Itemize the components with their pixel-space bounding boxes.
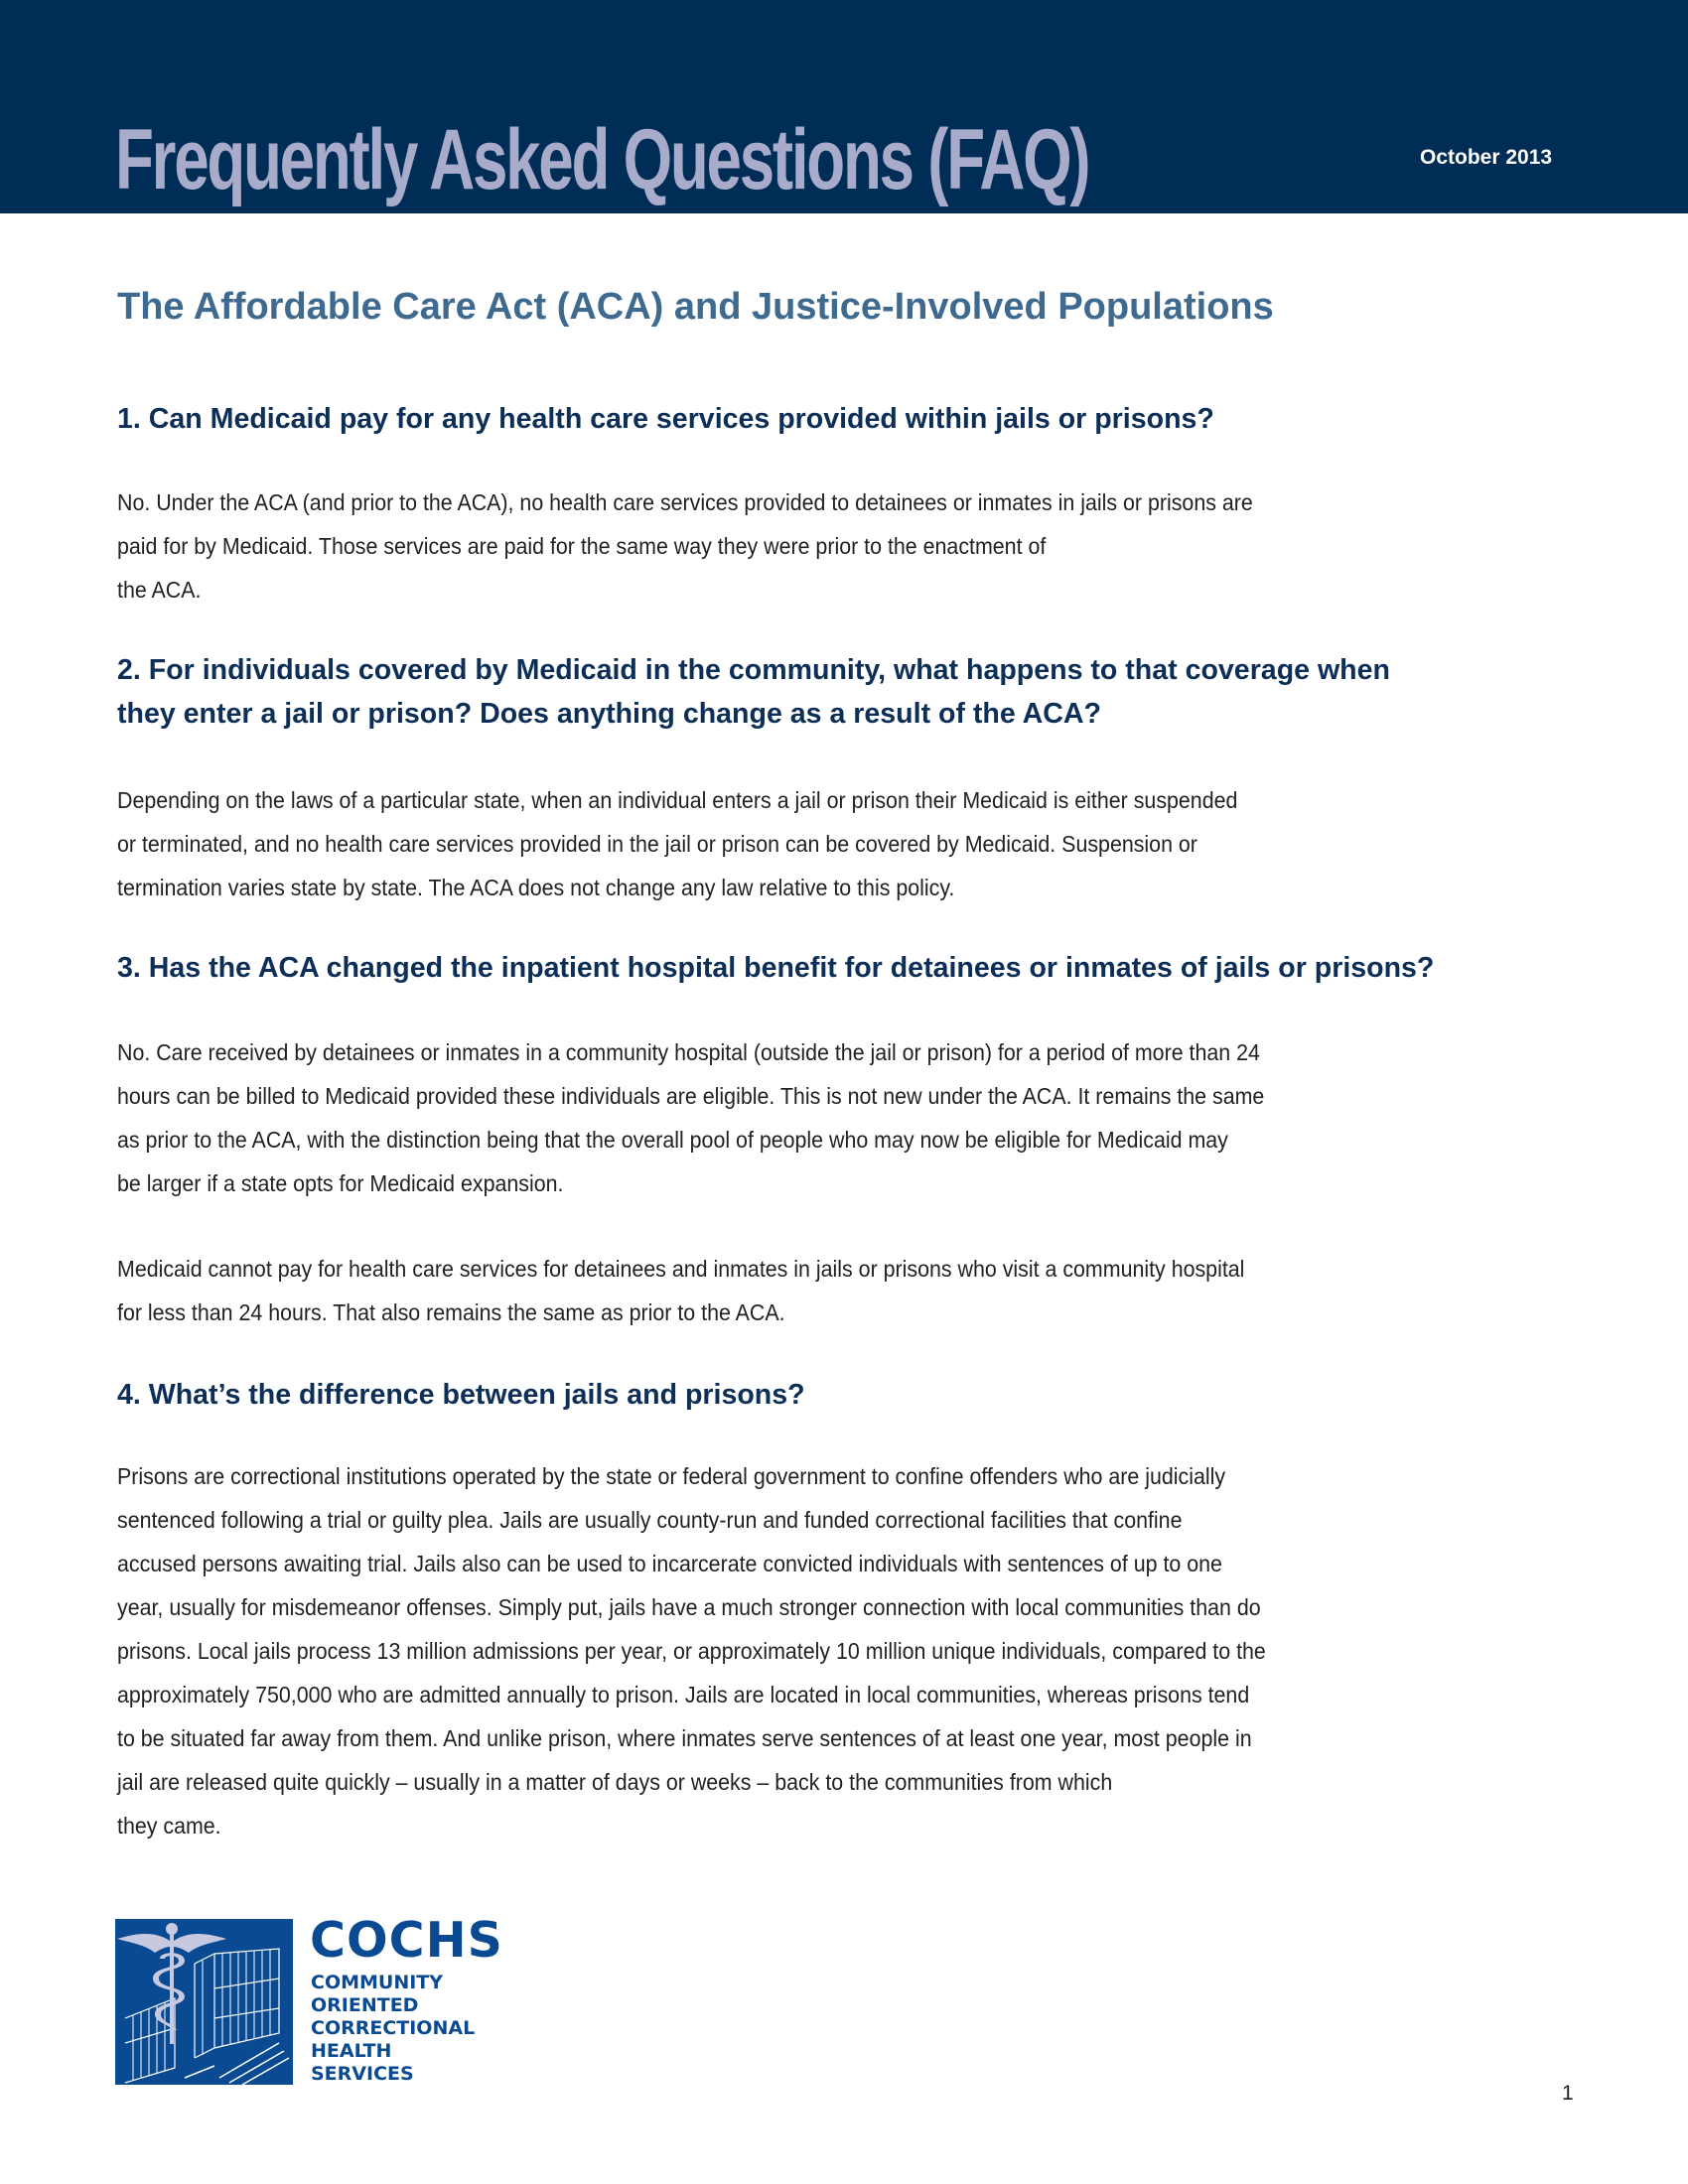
answer-3-paragraph-1 bbox=[117, 1030, 1264, 1205]
answer-2-paragraph bbox=[117, 778, 1237, 909]
question-3-heading bbox=[117, 946, 1434, 990]
paragraph-line: hours can be billed to Medicaid provided these individuals are eligible. This is not new under the ACA. It remains the same bbox=[117, 1083, 1265, 1109]
page-number: 1 bbox=[1562, 2082, 1574, 2105]
paragraph-line: termination varies state by state. The ACA does not change any law relative to this policy. bbox=[117, 875, 955, 900]
paragraph-line: as prior to the ACA, with the distinction being that the overall pool of people who may now be eligible for Medicaid may bbox=[117, 1127, 1228, 1153]
paragraph-line: jail are released quite quickly – usually in a matter of days or weeks – back to the communities from which bbox=[117, 1769, 1113, 1795]
answer-3-paragraph-2 bbox=[117, 1247, 1244, 1334]
paragraph-line: No. Under the ACA (and prior to the ACA), no health care services provided to detainees or inmates in jails or prisons are bbox=[117, 489, 1253, 515]
logo-name-line: ORIENTED bbox=[311, 1994, 419, 2016]
logo-name-line: COMMUNITY bbox=[311, 1972, 444, 1993]
question-line: they enter a jail or prison? Does anything change as a result of the ACA? bbox=[117, 698, 1101, 730]
paragraph-line: sentenced following a trial or guilty plea. Jails are usually county-run and funded correctional facilities that confine bbox=[117, 1507, 1183, 1533]
document-subtitle: The Affordable Care Act (ACA) and Justice-Involved Populations bbox=[117, 286, 1274, 328]
paragraph-line: Medicaid cannot pay for health care services for detainees and inmates in jails or prisons who visit a community hospital bbox=[117, 1256, 1245, 1282]
logo-name-line: HEALTH bbox=[311, 2040, 392, 2062]
page-header bbox=[0, 0, 1688, 213]
paragraph-line: accused persons awaiting trial. Jails also can be used to incarcerate convicted individuals with sentences of up to one bbox=[117, 1551, 1222, 1576]
paragraph-line: be larger if a state opts for Medicaid expansion. bbox=[117, 1170, 564, 1196]
logo-name-line: CORRECTIONAL bbox=[311, 2017, 476, 2039]
question-line: 1. Can Medicaid pay for any health care services provided within jails or prisons? bbox=[117, 403, 1214, 435]
paragraph-line: or terminated, and no health care services provided in the jail or prison can be covered by Medicaid. Suspension or bbox=[117, 831, 1197, 857]
answer-1-paragraph bbox=[117, 480, 1253, 612]
paragraph-line: prisons. Local jails process 13 million admissions per year, or approximately 10 million unique individuals, compared to the bbox=[117, 1638, 1266, 1664]
paragraph-line: No. Care received by detainees or inmates in a community hospital (outside the jail or prison) for a period of more than 24 bbox=[117, 1039, 1260, 1065]
paragraph-line: year, usually for misdemeanor offenses. Simply put, jails have a much stronger connection with local communities than do bbox=[117, 1594, 1261, 1620]
question-1-heading bbox=[117, 397, 1214, 441]
caduceus-with-jail-cell-icon bbox=[115, 1919, 293, 2085]
logo-full-name bbox=[311, 1972, 475, 2086]
paragraph-line: the ACA. bbox=[117, 577, 202, 603]
paragraph-line: Depending on the laws of a particular state, when an individual enters a jail or prison their Medicaid is either suspended bbox=[117, 787, 1238, 813]
paragraph-line: Prisons are correctional institutions operated by the state or federal government to confine offenders who are judicially bbox=[117, 1463, 1226, 1489]
question-line: 4. What’s the difference between jails and prisons? bbox=[117, 1379, 805, 1411]
question-line: 2. For individuals covered by Medicaid in the community, what happens to that coverage when bbox=[117, 654, 1390, 686]
paragraph-line: paid for by Medicaid. Those services are paid for the same way they were prior to the enactment of bbox=[117, 533, 1047, 559]
paragraph-line: to be situated far away from them. And unlike prison, where inmates serve sentences of at least one year, most people in bbox=[117, 1725, 1252, 1751]
logo-name-line: SERVICES bbox=[311, 2063, 414, 2085]
paragraph-line: they came. bbox=[117, 1813, 221, 1839]
question-2-heading bbox=[117, 648, 1390, 736]
document-title: Frequently Asked Questions (FAQ) bbox=[115, 112, 1089, 207]
logo-wordmark: COCHS bbox=[310, 1912, 503, 1969]
paragraph-line: for less than 24 hours. That also remains the same as prior to the ACA. bbox=[117, 1299, 785, 1325]
question-line: 3. Has the ACA changed the inpatient hospital benefit for detainees or inmates of jails or prisons? bbox=[117, 952, 1435, 984]
question-4-heading bbox=[117, 1373, 805, 1417]
answer-4-paragraph bbox=[117, 1454, 1266, 1847]
document-date: October 2013 bbox=[1420, 146, 1553, 169]
paragraph-line: approximately 750,000 who are admitted annually to prison. Jails are located in local communities, whereas prisons tend bbox=[117, 1682, 1250, 1707]
